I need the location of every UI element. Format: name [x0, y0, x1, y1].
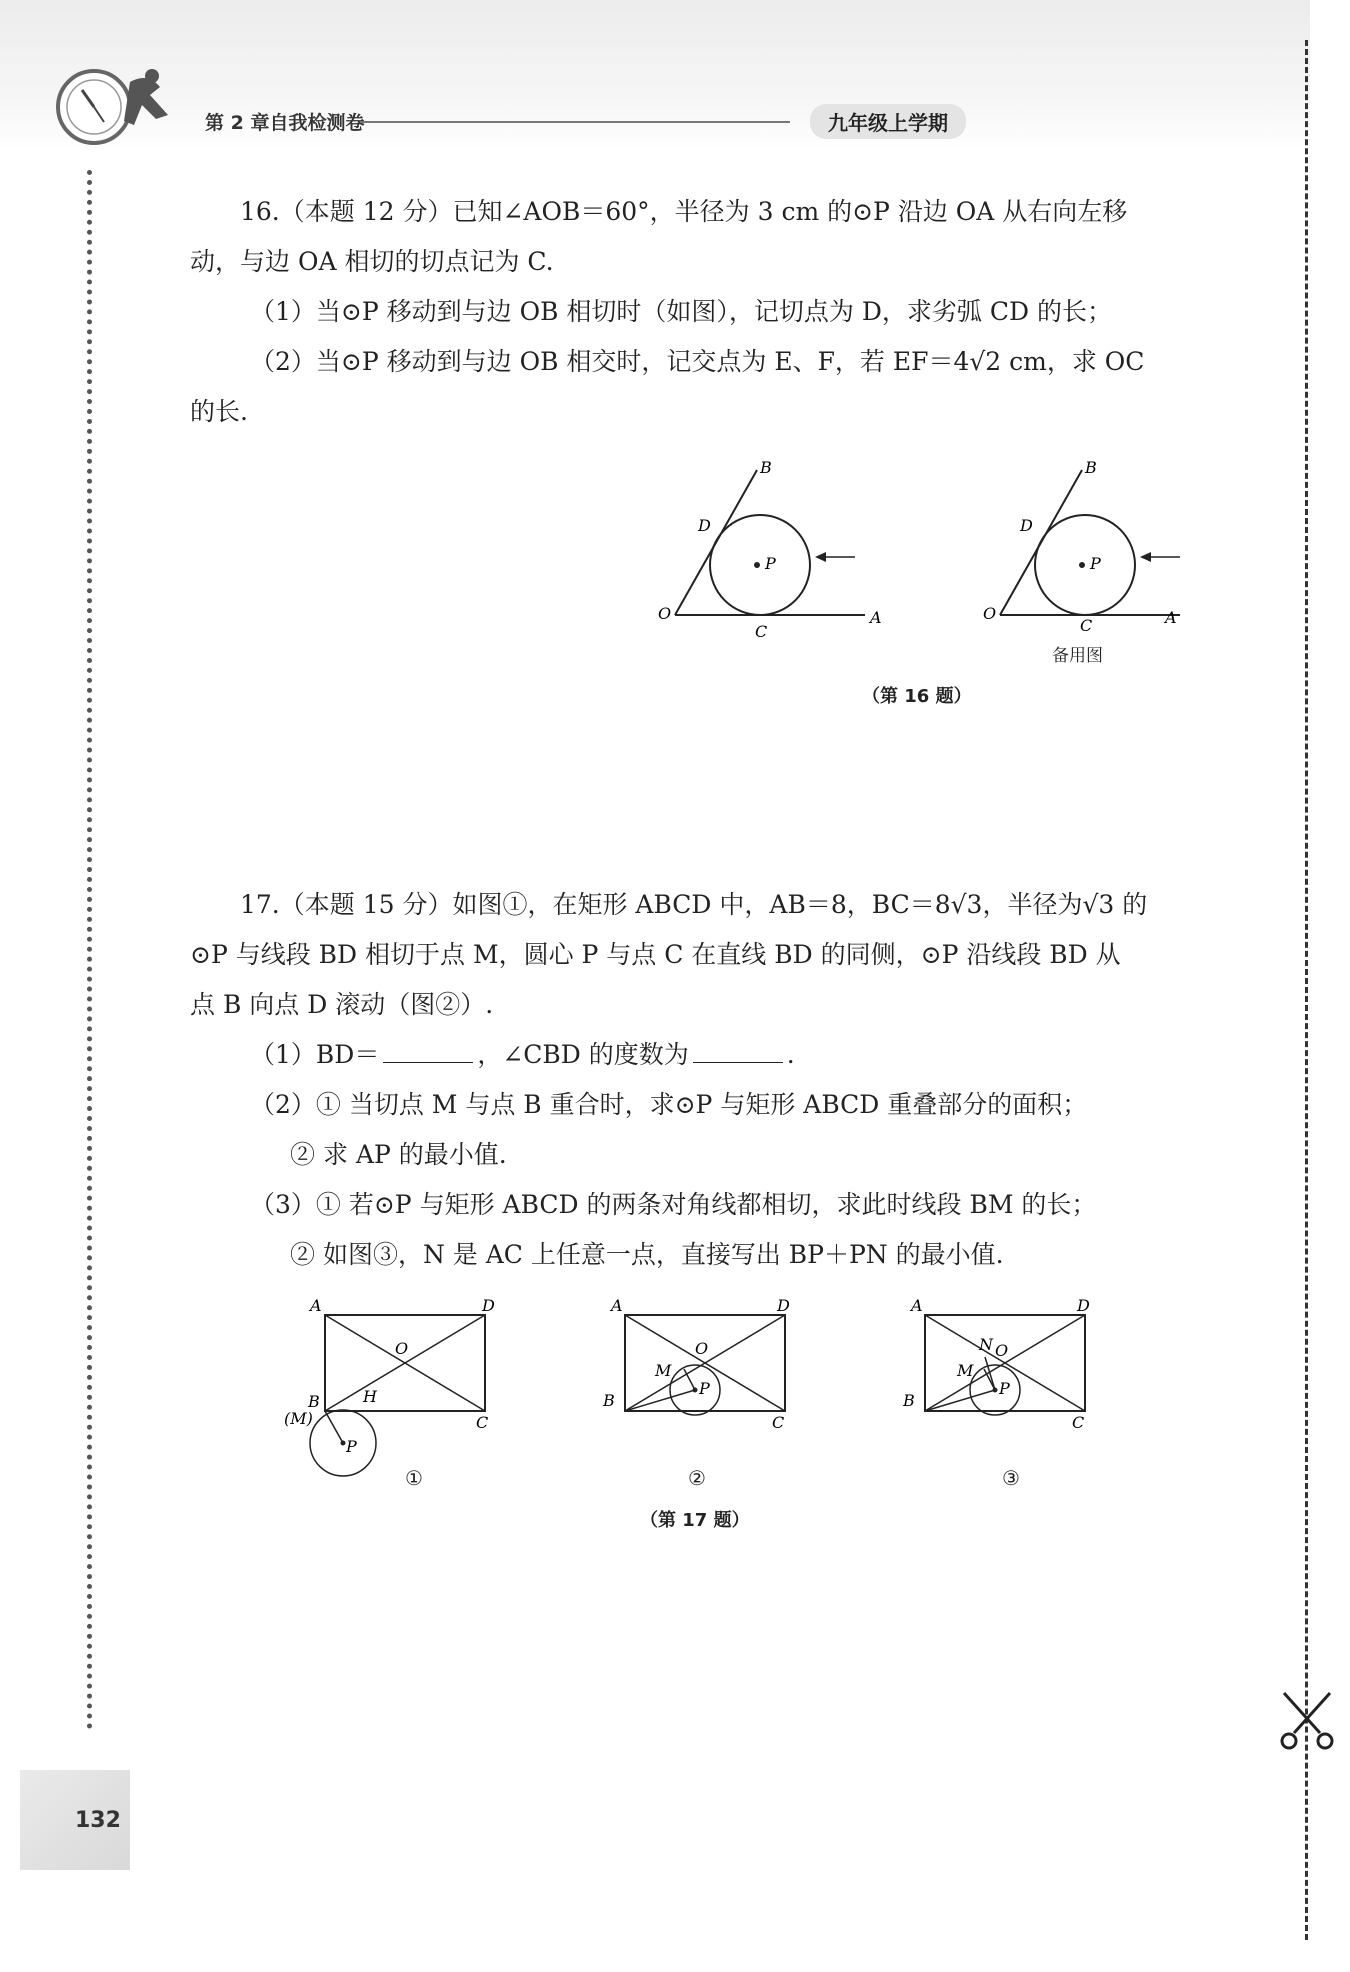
- fig16-label-A: A: [870, 608, 882, 627]
- problem-16: [190, 187, 1200, 437]
- fig16-label-O: O: [658, 604, 672, 623]
- figure-17-1: [270, 1290, 510, 1490]
- fig17b-label-A: A: [611, 1296, 623, 1315]
- fig17a-label-A: A: [310, 1296, 322, 1315]
- fig17c-label-C: C: [1072, 1413, 1085, 1432]
- fig17b-label-P: P: [699, 1379, 710, 1398]
- problem-17-q3-2: ② 如图③，N 是 AC 上任意一点，直接写出 BP＋PN 的最小值.: [290, 1240, 1004, 1269]
- fig17a-label-B: B: [308, 1392, 320, 1411]
- figure-17-2: [595, 1290, 815, 1460]
- problem-16-q1: （1）当⊙P 移动到与边 OB 相切时（如图），记切点为 D，求劣弧 CD 的长；: [250, 297, 1112, 326]
- fig16b-label-D: D: [1020, 516, 1033, 535]
- problem-17-q3-1: （3）① 若⊙P 与矩形 ABCD 的两条对角线都相切，求此时线段 BM 的长；: [250, 1190, 1097, 1219]
- fig17c-label-M: M: [957, 1361, 974, 1380]
- fig16b-label-C: C: [1080, 616, 1093, 635]
- fig16-label-B: B: [760, 458, 772, 477]
- cut-dashed-line: [1305, 40, 1308, 1940]
- problem-16-q2-line1: （2）当⊙P 移动到与边 OB 相交时，记交点为 E、F，若 EF＝4√2 cm，求 OC: [250, 347, 1145, 376]
- fig17a-label-D: D: [482, 1296, 495, 1315]
- figure-17-1-label: ①: [405, 1466, 423, 1490]
- scissors-icon: [1272, 1685, 1342, 1755]
- caption-17: （第 17 题）: [640, 1510, 750, 1531]
- problem-17-q1: （1）BD＝ ，∠CBD 的度数为 .: [190, 1030, 1200, 1080]
- problem-17-line1: 17.（本题 15 分）如图①，在矩形 ABCD 中，AB＝8，BC＝8√3，半径为√3 的: [240, 890, 1148, 919]
- fig16-label-D: D: [698, 516, 711, 535]
- binding-dotted-line: [87, 170, 92, 1730]
- problem-17: [190, 880, 1200, 1280]
- figure-17-3-label: ③: [1002, 1466, 1020, 1490]
- problem-17-q2-2: ② 求 AP 的最小值.: [290, 1140, 507, 1169]
- fig16-label-P: P: [765, 554, 776, 573]
- fig16-label-C: C: [755, 622, 768, 641]
- problem-16-q2-line2: 的长.: [190, 397, 248, 426]
- problem-16-line2: 动，与边 OA 相切的切点记为 C.: [190, 247, 554, 276]
- fig17c-label-O: O: [995, 1341, 1009, 1360]
- answer-blank-bd[interactable]: [383, 1035, 473, 1064]
- problem-17-q2-1: （2）① 当切点 M 与点 B 重合时，求⊙P 与矩形 ABCD 重叠部分的面积；: [250, 1090, 1088, 1119]
- figure-16-backup: [965, 455, 1205, 645]
- fig17c-label-P: P: [999, 1379, 1010, 1398]
- fig17b-label-D: D: [777, 1296, 790, 1315]
- grade-label: 九年级上学期: [810, 104, 966, 139]
- page-number: 132: [75, 1808, 121, 1833]
- fig17c-label-D: D: [1077, 1296, 1090, 1315]
- compass-runner-logo-icon: [52, 62, 182, 152]
- fig17b-label-B: B: [603, 1391, 615, 1410]
- fig16b-label-P: P: [1090, 554, 1101, 573]
- fig17a-label-BM: (M): [284, 1409, 313, 1428]
- fig17a-label-O: O: [395, 1339, 409, 1358]
- figure-16-main: [640, 455, 900, 645]
- fig16b-label-A: A: [1165, 608, 1177, 627]
- fig17b-label-O: O: [695, 1339, 709, 1358]
- answer-blank-angle[interactable]: [693, 1035, 783, 1064]
- fig17c-label-N: N: [979, 1335, 993, 1354]
- caption-16: （第 16 题）: [862, 686, 972, 707]
- figure-17-2-label: ②: [688, 1466, 706, 1490]
- problem-16-line1: 16.（本题 12 分）已知∠AOB＝60°，半径为 3 cm 的⊙P 沿边 OA 从右向左移: [240, 197, 1128, 226]
- header-band: [0, 0, 1310, 150]
- fig16b-label-O: O: [983, 604, 997, 623]
- chapter-label: 第 2 章自我检测卷: [205, 112, 365, 134]
- header-rule: [360, 121, 790, 123]
- fig16b-label-B: B: [1085, 458, 1097, 477]
- fig17a-label-C: C: [476, 1413, 489, 1432]
- fig17b-label-C: C: [772, 1413, 785, 1432]
- problem-17-line3: 点 B 向点 D 滚动（图②）.: [190, 990, 494, 1019]
- backup-figure-label: 备用图: [1052, 646, 1103, 666]
- fig17a-label-P: P: [346, 1437, 357, 1456]
- problem-17-line2: ⊙P 与线段 BD 相切于点 M，圆心 P 与点 C 在直线 BD 的同侧，⊙P 沿线段 BD 从: [190, 940, 1121, 969]
- fig17b-label-M: M: [655, 1361, 672, 1380]
- fig17a-label-H: H: [363, 1387, 377, 1406]
- fig17c-label-B: B: [903, 1391, 915, 1410]
- figure-17-3: [895, 1290, 1115, 1460]
- fig17c-label-A: A: [911, 1296, 923, 1315]
